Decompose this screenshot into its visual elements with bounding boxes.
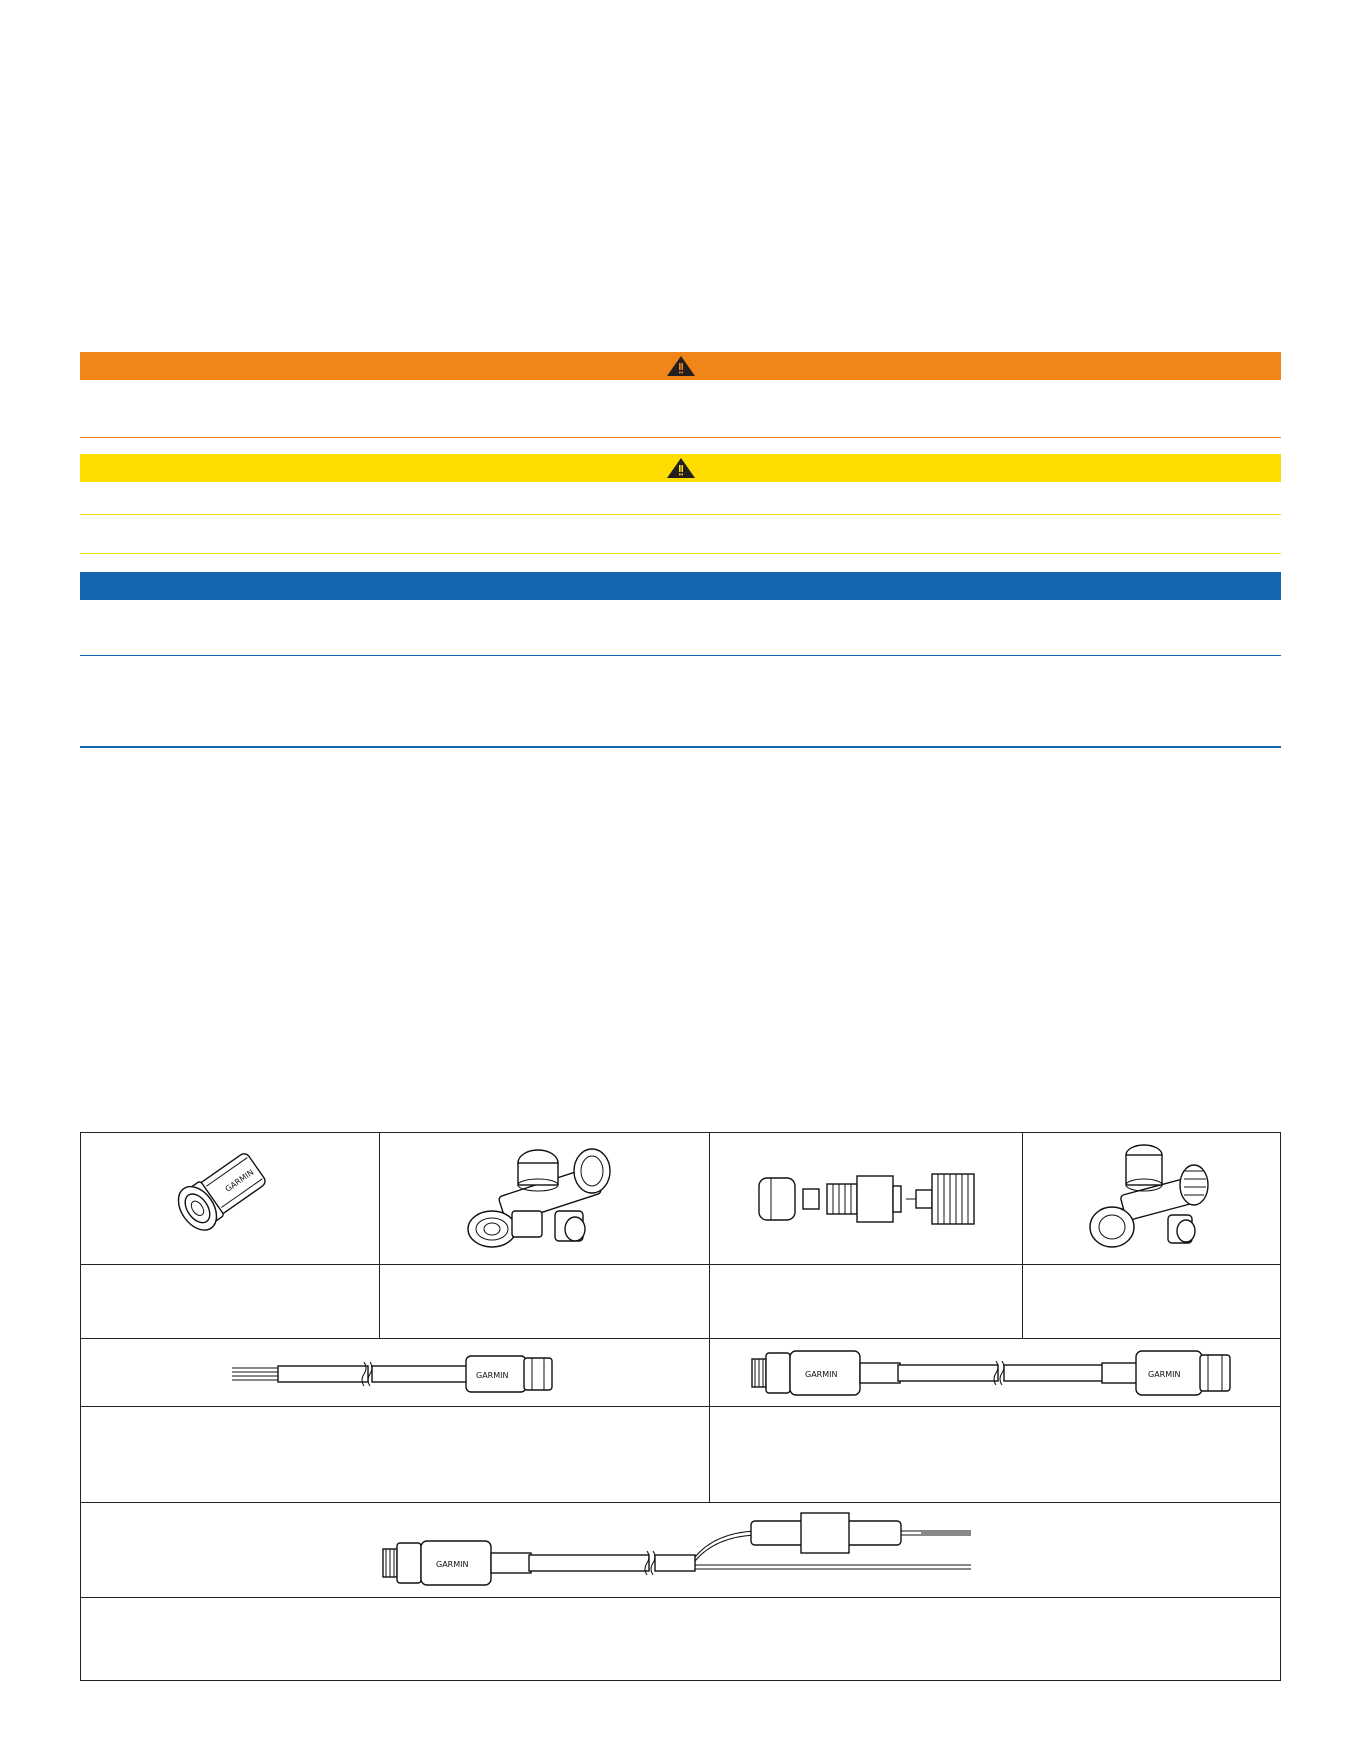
parts-table xyxy=(80,1132,1281,1681)
svg-text:GARMIN: GARMIN xyxy=(435,1560,468,1569)
field-installable-connector-icon xyxy=(170,1149,290,1249)
terminator-assembly-icon xyxy=(751,1164,981,1234)
warning-divider xyxy=(80,437,1281,438)
part-caption xyxy=(1023,1265,1280,1338)
part-caption xyxy=(81,1598,1280,1680)
part-caption xyxy=(710,1407,1280,1502)
caution-divider xyxy=(80,514,1281,515)
warning-triangle-icon xyxy=(666,355,696,377)
svg-text:GARMIN: GARMIN xyxy=(476,1370,509,1380)
t-connector-icon xyxy=(460,1141,630,1256)
parts-cell xyxy=(710,1133,1022,1264)
notice-divider xyxy=(80,746,1281,748)
svg-text:GARMIN: GARMIN xyxy=(1148,1369,1181,1379)
t-connector-female-icon xyxy=(1082,1141,1222,1256)
svg-text:GARMIN: GARMIN xyxy=(223,1167,256,1194)
notice-banner xyxy=(80,572,1281,600)
warning-triangle-icon xyxy=(666,457,696,479)
parts-cell xyxy=(81,1503,1280,1597)
part-caption xyxy=(710,1265,1022,1338)
parts-cell xyxy=(81,1339,709,1406)
parts-cell xyxy=(1023,1133,1280,1264)
parts-cell xyxy=(710,1339,1280,1406)
extension-cable-icon xyxy=(750,1345,1240,1401)
part-caption xyxy=(380,1265,709,1338)
caution-banner xyxy=(80,454,1281,482)
power-cable-with-fuse-icon xyxy=(381,1507,981,1593)
svg-text:GARMIN: GARMIN xyxy=(805,1369,838,1379)
warning-banner xyxy=(80,352,1281,380)
part-caption xyxy=(81,1407,709,1502)
parts-cell xyxy=(380,1133,709,1264)
caution-divider xyxy=(80,553,1281,554)
notice-divider xyxy=(80,655,1281,656)
bare-wire-drop-cable-icon xyxy=(230,1348,560,1398)
parts-cell xyxy=(81,1133,379,1264)
part-caption xyxy=(81,1265,379,1338)
